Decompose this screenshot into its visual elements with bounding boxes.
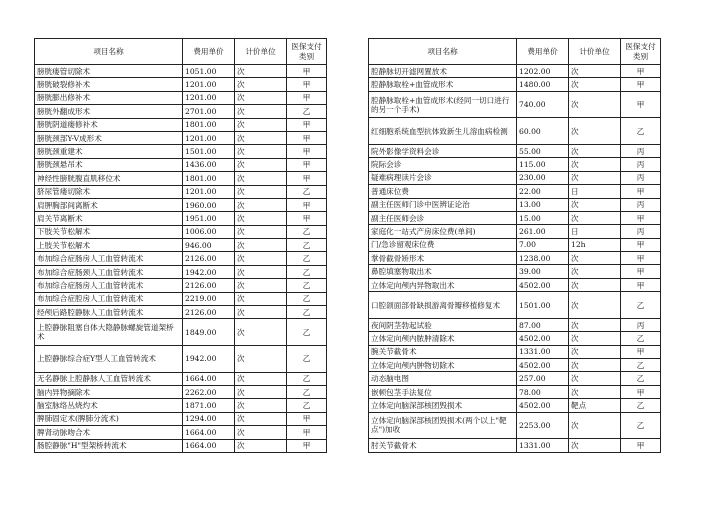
name-cell: 副主任医师门诊中医辨证论治 [369,198,517,211]
name-cell: 动态脑电图 [369,372,517,385]
insurance-category-cell: 甲 [287,118,327,131]
table-row [369,318,661,331]
unit-cell: 次 [569,171,621,184]
price-cell: 2126.00 [183,252,235,265]
table-row [35,306,327,319]
name-cell: 上腔静脉阻塞自体大隐静脉螺旋管道架桥术 [35,319,183,346]
name-cell: 疑难病理读片会诊 [369,171,517,184]
table-row [369,359,661,372]
table-row [369,158,661,171]
name-cell: 立体定向颅内肿物切除术 [369,359,517,372]
insurance-category-cell: 甲 [287,131,327,144]
name-cell: 院际会诊 [369,158,517,171]
price-cell: 1849.00 [183,319,235,346]
insurance-category-cell: 甲 [621,91,661,118]
table-row [369,265,661,278]
unit-cell: 次 [235,399,287,412]
price-cell: 1501.00 [183,145,235,158]
unit-cell: 次 [235,105,287,118]
fee-table-right [368,38,661,453]
insurance-category-cell: 甲 [621,185,661,198]
price-cell: 1238.00 [517,252,569,265]
insurance-category-cell: 甲 [621,345,661,358]
unit-cell: 次 [569,385,621,398]
insurance-category-cell: 甲 [621,238,661,251]
name-cell: 上腔静脉综合症Y型人工血管转流术 [35,346,183,373]
table-row [369,78,661,91]
price-cell: 1501.00 [517,292,569,319]
price-cell: 230.00 [517,171,569,184]
price-cell: 2701.00 [183,105,235,118]
name-cell: 夜间阴茎勃起试验 [369,318,517,331]
name-cell: 膀胱瘘管切除术 [35,65,183,78]
insurance-category-cell: 甲 [287,158,327,171]
insurance-category-cell: 甲 [621,278,661,291]
unit-cell: 次 [235,252,287,265]
insurance-category-cell: 乙 [621,118,661,145]
table-row [35,372,327,385]
price-cell: 1480.00 [517,78,569,91]
table-row [35,225,327,238]
unit-cell: 次 [235,198,287,211]
unit-cell: 次 [235,91,287,104]
name-cell: 肘关节截骨术 [369,439,517,452]
table-row [369,332,661,345]
unit-cell: 次 [569,372,621,385]
table-row [35,346,327,373]
unit-cell: 次 [569,91,621,118]
price-cell: 1960.00 [183,198,235,211]
name-cell: 脑室脉络丛烧灼术 [35,399,183,412]
name-cell: 立体定向脑深部核团毁损术 [369,399,517,412]
insurance-category-cell: 丙 [621,198,661,211]
header-insurance: 医保支付类别 [287,39,327,65]
insurance-category-cell: 甲 [621,265,661,278]
insurance-category-cell: 乙 [287,346,327,373]
unit-cell: 次 [569,318,621,331]
header-price: 费用单价 [183,39,235,65]
unit-cell: 次 [569,278,621,291]
insurance-category-cell: 甲 [287,212,327,225]
name-cell: 肩关节离断术 [35,212,183,225]
unit-cell: 次 [569,292,621,319]
table-row [35,198,327,211]
price-cell: 4502.00 [517,399,569,412]
table-row [35,439,327,452]
name-cell: 院外影像学资料会诊 [369,144,517,157]
header-name: 项目名称 [35,39,183,65]
price-cell: 1951.00 [183,212,235,225]
table-row [35,319,327,346]
name-cell: 膀胱外翻成形术 [35,105,183,118]
price-cell: 1201.00 [183,91,235,104]
insurance-category-cell: 乙 [287,239,327,252]
unit-cell: 次 [569,144,621,157]
unit-cell: 次 [235,426,287,439]
price-cell: 261.00 [517,225,569,238]
table-row [35,158,327,171]
price-cell: 1201.00 [183,185,235,198]
unit-cell: 次 [569,158,621,171]
name-cell: 肩胛胸部间离断术 [35,198,183,211]
insurance-category-cell: 甲 [621,439,661,452]
insurance-category-cell: 乙 [287,185,327,198]
unit-cell: 次 [235,412,287,425]
table-row [369,238,661,251]
price-cell: 1942.00 [183,346,235,373]
table-row [369,345,661,358]
name-cell: 下肢关节松解术 [35,225,183,238]
unit-cell: 次 [235,372,287,385]
table-row [369,278,661,291]
insurance-category-cell: 丙 [621,225,661,238]
unit-cell: 次 [235,292,287,305]
insurance-category-cell: 乙 [621,412,661,439]
unit-cell: 日 [569,185,621,198]
name-cell: 普通床位费 [369,185,517,198]
name-cell: 经颅后路腔静脉人工血管转流术 [35,306,183,319]
name-cell: 立体定向脑深部核团毁损术(两个以上"靶点")加收 [369,412,517,439]
insurance-category-cell: 乙 [287,225,327,238]
table-row [35,91,327,104]
name-cell: 膀胱颈重建术 [35,145,183,158]
table-row [369,118,661,145]
table-row [369,252,661,265]
table-row [369,225,661,238]
name-cell: 布加综合症腔房人工血管转流术 [35,292,183,305]
unit-cell: 次 [569,65,621,78]
insurance-category-cell: 甲 [287,426,327,439]
price-cell: 2126.00 [183,279,235,292]
name-cell: 立体定向颅内脓肿清除术 [369,332,517,345]
name-cell: 门/急诊留观床位费 [369,238,517,251]
table-row [369,198,661,211]
unit-cell: 次 [235,319,287,346]
header-price: 费用单价 [517,39,569,65]
price-cell: 39.00 [517,265,569,278]
name-cell: 家庭化一站式产房床位费(单间) [369,225,517,238]
price-cell: 1331.00 [517,345,569,358]
unit-cell: 次 [235,145,287,158]
name-cell: 无名静脉上腔静脉人工血管转流术 [35,372,183,385]
header-unit: 计价单位 [235,39,287,65]
insurance-category-cell: 乙 [621,372,661,385]
unit-cell: 次 [235,439,287,452]
unit-cell: 次 [235,118,287,131]
insurance-category-cell: 甲 [621,78,661,91]
insurance-category-cell: 乙 [621,292,661,319]
table-row [35,412,327,425]
price-cell: 2126.00 [183,306,235,319]
table-row [35,239,327,252]
price-cell: 7.00 [517,238,569,251]
price-cell: 115.00 [517,158,569,171]
table-row [369,385,661,398]
table-row [35,386,327,399]
insurance-category-cell: 甲 [621,65,661,78]
unit-cell: 次 [235,239,287,252]
table-row [35,105,327,118]
insurance-category-cell: 乙 [287,399,327,412]
price-cell: 1202.00 [517,65,569,78]
name-cell: 脾肺固定术(脾肺分流术) [35,412,183,425]
insurance-category-cell: 丙 [621,158,661,171]
name-cell: 膀胱膨出修补术 [35,91,183,104]
unit-cell: 次 [569,252,621,265]
price-cell: 15.00 [517,211,569,224]
table-row [35,145,327,158]
insurance-category-cell: 乙 [287,372,327,385]
insurance-category-cell: 甲 [287,65,327,78]
name-cell: 膀胱颈部Y-V成形术 [35,131,183,144]
table-row [369,144,661,157]
table-row [369,185,661,198]
price-cell: 87.00 [517,318,569,331]
unit-cell: 次 [235,306,287,319]
insurance-category-cell: 乙 [287,279,327,292]
insurance-category-cell: 乙 [287,386,327,399]
price-cell: 740.00 [517,91,569,118]
name-cell: 腕关节截骨术 [369,345,517,358]
table-row [35,172,327,185]
price-cell: 55.00 [517,144,569,157]
insurance-category-cell: 丙 [621,144,661,157]
table-row [369,292,661,319]
table-row [369,412,661,439]
name-cell: 红细胞系统血型抗体致新生儿溶血病检测 [369,118,517,145]
table-row [369,211,661,224]
unit-cell: 次 [235,78,287,91]
insurance-category-cell: 甲 [287,172,327,185]
price-cell: 946.00 [183,239,235,252]
table-row [369,372,661,385]
unit-cell: 次 [569,265,621,278]
header-name: 项目名称 [369,39,517,65]
unit-cell: 次 [569,439,621,452]
insurance-category-cell: 乙 [621,359,661,372]
insurance-category-cell: 乙 [287,265,327,278]
price-cell: 1664.00 [183,372,235,385]
name-cell: 嵌顿包茎手法复位 [369,385,517,398]
unit-cell: 次 [569,332,621,345]
header-insurance: 医保支付类别 [621,39,661,65]
unit-cell: 次 [569,345,621,358]
price-cell: 1801.00 [183,118,235,131]
name-cell: 腔静脉切开滤网置放术 [369,65,517,78]
name-cell: 布加综合症肠房人工血管转流术 [35,252,183,265]
table-header-row [35,39,327,65]
price-cell: 1294.00 [183,412,235,425]
table-row [369,91,661,118]
insurance-category-cell: 甲 [287,91,327,104]
price-cell: 78.00 [517,385,569,398]
unit-cell: 次 [235,346,287,373]
table-header-row [369,39,661,65]
insurance-category-cell: 乙 [287,319,327,346]
fee-table-left [34,38,327,453]
page-gutter [342,0,352,509]
price-cell: 1801.00 [183,172,235,185]
table-row [35,265,327,278]
price-cell: 1051.00 [183,65,235,78]
table-row [369,439,661,452]
insurance-category-cell: 乙 [621,399,661,412]
price-cell: 1436.00 [183,158,235,171]
table-row [35,65,327,78]
price-cell: 1331.00 [517,439,569,452]
name-cell: 膀胱颈悬吊术 [35,158,183,171]
unit-cell: 次 [569,211,621,224]
name-cell: 副主任医师会诊 [369,211,517,224]
unit-cell: 次 [235,265,287,278]
unit-cell: 次 [235,172,287,185]
price-cell: 4502.00 [517,332,569,345]
price-cell: 257.00 [517,372,569,385]
price-cell: 2262.00 [183,386,235,399]
insurance-category-cell: 丙 [621,171,661,184]
insurance-category-cell: 甲 [287,439,327,452]
insurance-category-cell: 乙 [287,292,327,305]
name-cell: 鼻腔填塞物取出术 [369,265,517,278]
table-row [35,212,327,225]
insurance-category-cell: 甲 [287,198,327,211]
price-cell: 1942.00 [183,265,235,278]
table-row [35,279,327,292]
unit-cell: 次 [235,158,287,171]
insurance-category-cell: 甲 [621,252,661,265]
insurance-category-cell: 甲 [287,412,327,425]
insurance-category-cell: 乙 [287,306,327,319]
name-cell: 神经性膀胱腹直肌移位术 [35,172,183,185]
name-cell: 腔静脉取栓+血管成形术 [369,78,517,91]
price-cell: 1664.00 [183,426,235,439]
name-cell: 脐尿管瘘切除术 [35,185,183,198]
price-cell: 1664.00 [183,439,235,452]
price-cell: 13.00 [517,198,569,211]
name-cell: 膀胱破裂修补术 [35,78,183,91]
insurance-category-cell: 乙 [621,332,661,345]
price-cell: 1871.00 [183,399,235,412]
unit-cell: 次 [235,225,287,238]
unit-cell: 次 [235,279,287,292]
price-cell: 1006.00 [183,225,235,238]
name-cell: 脑内异物摘除术 [35,386,183,399]
unit-cell: 次 [569,198,621,211]
table-row [369,171,661,184]
table-row [35,78,327,91]
unit-cell: 次 [569,78,621,91]
price-cell: 4502.00 [517,278,569,291]
name-cell: 膀胱阴道瘘修补术 [35,118,183,131]
name-cell: 脾肾动脉吻合术 [35,426,183,439]
table-row [35,118,327,131]
insurance-category-cell: 乙 [287,252,327,265]
name-cell: 肠腔静脉"H"型架桥转流术 [35,439,183,452]
header-unit: 计价单位 [569,39,621,65]
name-cell: 腔静脉取栓+血管成形术(经同一切口进行的另一个手术) [369,91,517,118]
unit-cell: 次 [235,212,287,225]
name-cell: 口腔颌面部骨缺损游离骨瓣移植修复术 [369,292,517,319]
table-row [35,185,327,198]
price-cell: 2219.00 [183,292,235,305]
unit-cell: 靶点 [569,399,621,412]
unit-cell: 次 [569,412,621,439]
table-row [35,292,327,305]
unit-cell: 次 [235,386,287,399]
unit-cell: 次 [235,65,287,78]
unit-cell: 次 [569,118,621,145]
insurance-category-cell: 乙 [287,105,327,118]
insurance-category-cell: 甲 [287,145,327,158]
price-cell: 2253.00 [517,412,569,439]
name-cell: 立体定向颅内异物取出术 [369,278,517,291]
table-row [35,252,327,265]
table-row [35,399,327,412]
name-cell: 布加综合症肠房人工血管转流术 [35,279,183,292]
insurance-category-cell: 丙 [621,318,661,331]
insurance-category-cell: 甲 [621,385,661,398]
name-cell: 掌骨截骨矫形术 [369,252,517,265]
unit-cell: 日 [569,225,621,238]
price-cell: 1201.00 [183,131,235,144]
insurance-category-cell: 甲 [621,211,661,224]
price-cell: 4502.00 [517,359,569,372]
unit-cell: 次 [235,131,287,144]
unit-cell: 次 [235,185,287,198]
insurance-category-cell: 甲 [287,78,327,91]
price-cell: 60.00 [517,118,569,145]
table-row [35,426,327,439]
unit-cell: 次 [569,359,621,372]
unit-cell: 12h [569,238,621,251]
price-cell: 1201.00 [183,78,235,91]
name-cell: 上肢关节松解术 [35,239,183,252]
price-cell: 22.00 [517,185,569,198]
table-row [369,65,661,78]
name-cell: 布加综合症肠颈人工血管转流术 [35,265,183,278]
table-row [369,399,661,412]
table-row [35,131,327,144]
